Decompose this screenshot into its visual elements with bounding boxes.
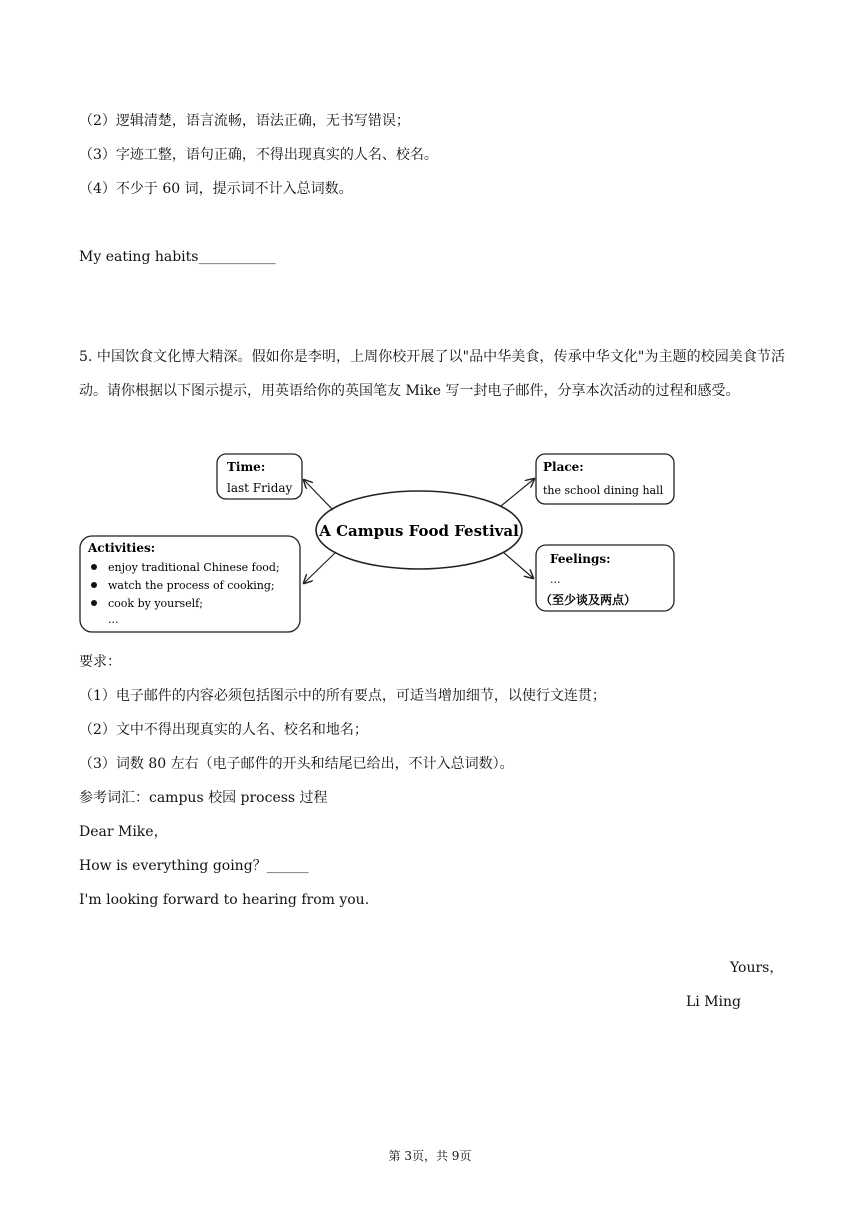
feelings-more: ...: [550, 573, 561, 586]
requirement-prev-4: （4）不少于 60 词，提示词不计入总词数。: [79, 181, 353, 197]
time-value: last Friday: [227, 481, 293, 495]
requirement-prev-3: （3）字迹工整，语句正确，不得出现真实的人名、校名。: [79, 147, 438, 163]
requirements-label: 要求：: [79, 654, 121, 670]
email-greeting: Dear Mike，: [79, 824, 168, 840]
bullet: [91, 582, 97, 588]
page-footer: 第 3页，共 9页: [388, 1149, 472, 1163]
time-title: Time:: [227, 460, 266, 474]
arrow-to-time: [304, 480, 333, 510]
feelings-note: （至少谈及两点）: [540, 593, 637, 607]
requirement-3: （3）词数 80 左右（电子邮件的开头和结尾已给出，不计入总词数）。: [79, 756, 514, 772]
vocabulary-hint: 参考词汇：campus 校园 process 过程: [79, 790, 328, 806]
place-value: the school dining hall: [543, 484, 664, 497]
center-label: A Campus Food Festival: [319, 522, 519, 540]
essay-title: My eating habits___________: [79, 249, 276, 265]
requirement-prev-2: （2）逻辑清楚，语言流畅，语法正确，无书写错误；: [79, 113, 410, 129]
bullet: [91, 600, 97, 606]
requirement-2: （2）文中不得出现真实的人名、校名和地名；: [79, 722, 368, 738]
activities-more: ...: [108, 613, 119, 626]
activity-item: watch the process of cooking;: [108, 579, 275, 592]
arrow-to-feelings: [503, 552, 533, 578]
question-5-prompt: 5. 中国饮食文化博大精深。假如你是李明，上周你校开展了以"品中华美食，传承中华文化"为主题的校园美食节活动。请你根据以下图示提示，用英语给你的英国笔友 Mike 写一封电子邮件，分享本次活动的过程和感受。: [79, 349, 785, 399]
feelings-title: Feelings:: [550, 552, 611, 566]
activity-item: enjoy traditional Chinese food;: [108, 561, 280, 574]
email-signature: Li Ming: [686, 994, 742, 1010]
arrow-to-activities: [304, 552, 336, 583]
activities-title: Activities:: [88, 541, 156, 555]
email-closing-line: I'm looking forward to hearing from you.: [79, 892, 370, 908]
place-title: Place:: [543, 460, 584, 474]
bullet: [91, 564, 97, 570]
mind-map-diagram: [78, 448, 682, 638]
arrow-to-place: [501, 479, 534, 506]
requirement-1: （1）电子邮件的内容必须包括图示中的所有要点，可适当增加细节，以使行文连贯；: [79, 688, 606, 704]
email-opening: How is everything going？______: [79, 858, 309, 874]
activity-item: cook by yourself;: [108, 597, 203, 610]
email-sign-off: Yours，: [730, 960, 784, 976]
